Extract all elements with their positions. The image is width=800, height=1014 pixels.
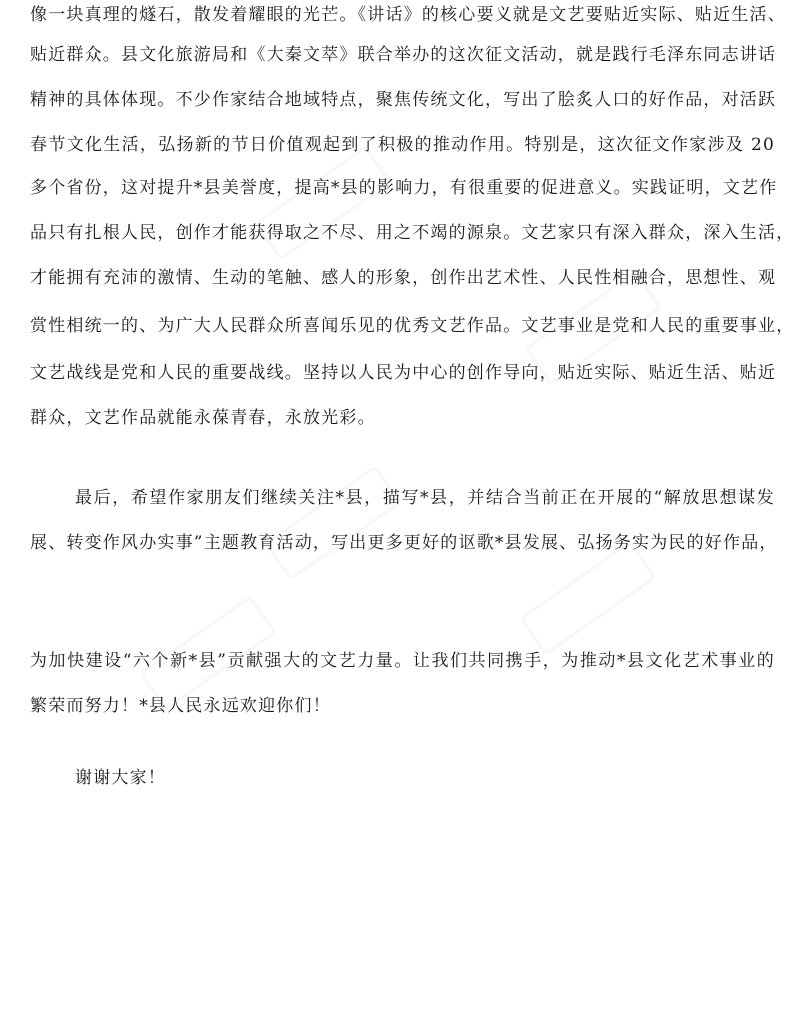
paragraph-line: 春节文化生活，弘扬新的节日价值观起到了积极的推动作用。特别是，这次征文作家涉及 20 — [30, 135, 775, 155]
paragraph-line: 繁荣而努力！*县人民永远欢迎你们！ — [30, 696, 331, 716]
watermark-mark — [519, 540, 657, 656]
paragraph-line: 精神的具体体现。不少作家结合地域特点，聚焦传统文化，写出了脍炙人口的好作品，对活跃 — [30, 90, 777, 110]
paragraph-line: 贴近群众。县文化旅游局和《大秦文萃》联合举办的这次征文活动，就是践行毛泽东同志讲话 — [30, 45, 777, 65]
paragraph-line: 品只有扎根人民，创作才能获得取之不尽、用之不竭的源泉。文艺家只有深入群众，深入生活， — [30, 223, 795, 243]
paragraph-line: 赏性相统一的、为广大人民群众所喜闻乐见的优秀文艺作品。文艺事业是党和人民的重要事业， — [30, 316, 795, 336]
closing-text: 谢谢大家！ — [75, 768, 166, 788]
paragraph-line: 文艺战线是党和人民的重要战线。坚持以人民为中心的创作导向，贴近实际、贴近生活、贴近 — [30, 363, 777, 383]
paragraph-line: 为加快建设“六个新*县”贡献强大的文艺力量。让我们共同携手，为推动*县文化艺术事业的 — [30, 651, 775, 671]
paragraph-line: 展、转变作风办实事”主题教育活动，写出更多更好的讴歌*县发展、弘扬务实为民的好作品， — [30, 533, 778, 553]
watermark-mark — [264, 465, 402, 581]
paragraph-line: 像一块真理的燧石，散发着耀眼的光芒。《讲话》的核心要义就是文艺要贴近实际、贴近生活、 — [30, 5, 786, 25]
paragraph-line: 群众，文艺作品就能永葆青春，永放光彩。 — [30, 408, 376, 428]
paragraph-line: 最后，希望作家朋友们继续关注*县，描写*县，并结合当前正在开展的“解放思想谋发 — [75, 488, 775, 508]
paragraph-line: 多个省份，这对提升*县美誉度，提高*县的影响力，有很重要的促进意义。实践证明，文艺作 — [30, 178, 778, 198]
paragraph-line: 才能拥有充沛的激情、生动的笔触、感人的形象，创作出艺术性、人民性相融合，思想性、观 — [30, 268, 777, 288]
